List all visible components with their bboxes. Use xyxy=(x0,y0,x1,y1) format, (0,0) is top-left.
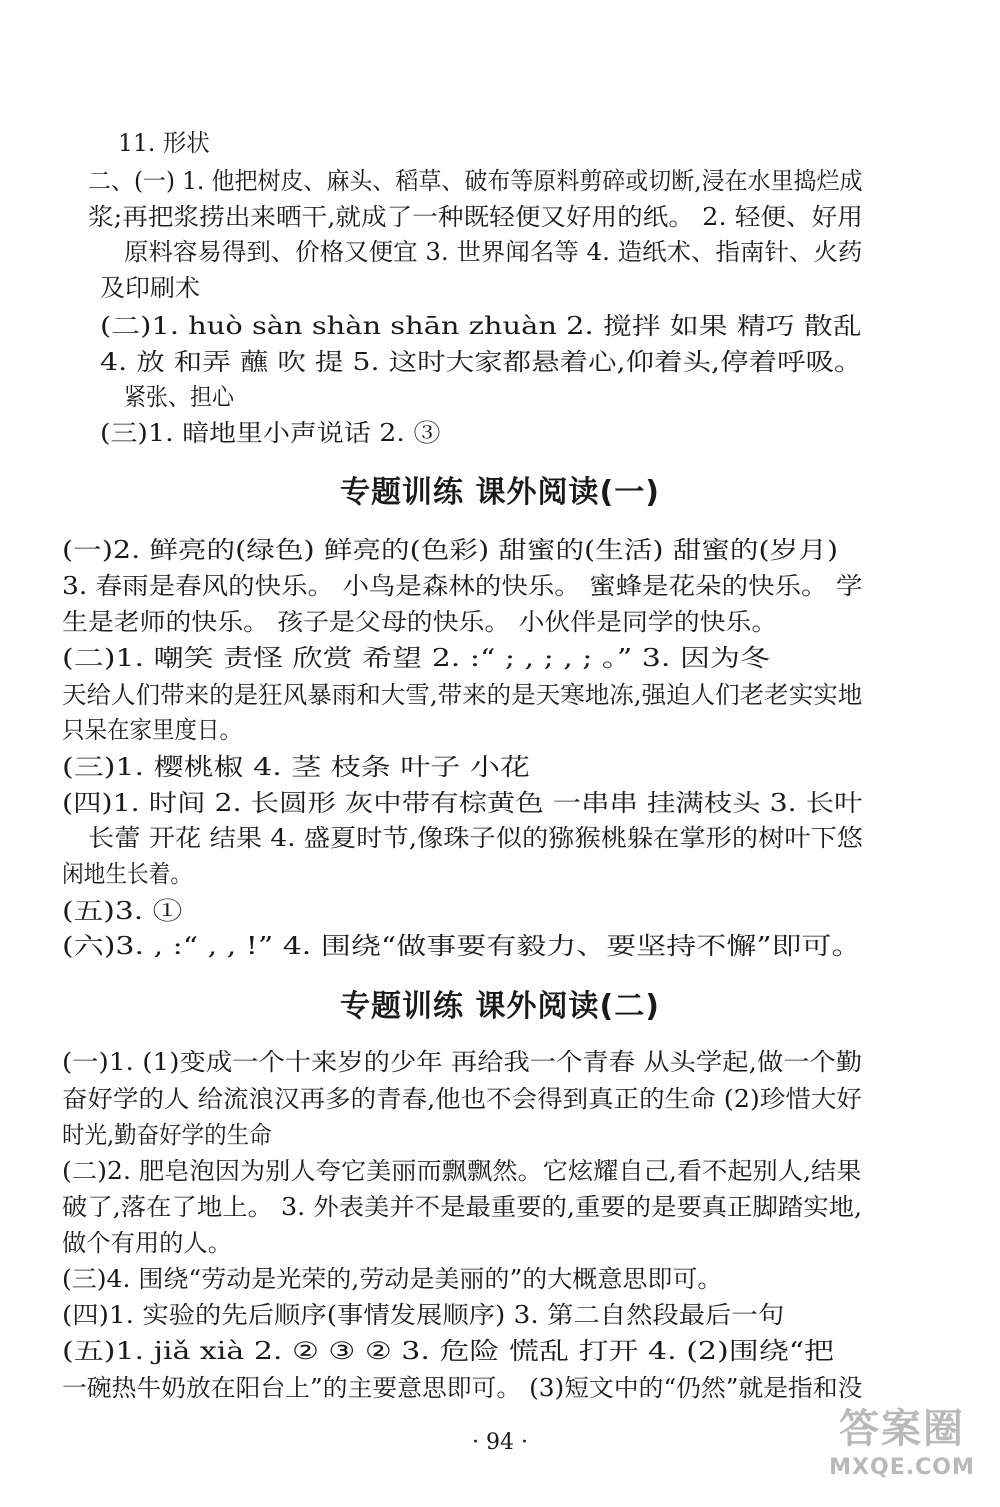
answer-line: 浆;再把浆捞出来晒干,就成了一种既轻便又好用的纸。 2. 轻便、好用 xyxy=(88,203,863,231)
answer-line: (三)1. 樱桃椒 4. 茎 枝条 叶子 小花 xyxy=(62,753,530,781)
answer-line: 破了,落在了地上。 3. 外表美并不是最重要的,重要的是要真正脚踏实地, xyxy=(62,1193,863,1221)
page-number: · 94 · xyxy=(472,1430,528,1455)
watermark xyxy=(822,1403,982,1493)
answer-line: (二)2. 肥皂泡因为别人夸它美丽而飘飘然。它炫耀自己,看不起别人,结果 xyxy=(62,1157,862,1185)
answer-line: 天给人们带来的是狂风暴雨和大雪,带来的是天寒地冻,强迫人们老老实实地 xyxy=(62,681,863,709)
answer-line: 4. 放 和弄 蘸 吹 提 5. 这时大家都悬着心,仰着头,停着呼吸。 xyxy=(100,348,863,376)
answer-line: 只呆在家里度日。 xyxy=(62,716,242,744)
answer-line: 二、(一) 1. 他把树皮、麻头、稻草、破布等原料剪碎或切断,浸在水里捣烂成 xyxy=(88,167,863,195)
answer-line: 及印刷术 xyxy=(100,274,200,302)
section-title: 专题训练 课外阅读(一) xyxy=(340,475,660,510)
answer-line: 11. 形状 xyxy=(118,129,210,157)
answer-line: (二)1. huò sàn shàn shān zhuàn 2. 搅拌 如果 精巧 散乱 xyxy=(100,312,862,340)
answer-line: (三)4. 围绕“劳动是光荣的,劳动是美丽的”的大概意思即可。 xyxy=(62,1265,723,1293)
answer-line: (二)1. 嘲笑 责怪 欣赏 希望 2. :“ ; , ; , ; 。” 3. 因为冬 xyxy=(62,644,770,672)
watermark-logo: 答案圈 xyxy=(839,1406,965,1452)
watermark-url: MXQE.COM xyxy=(829,1455,975,1480)
answer-line: 3. 春雨是春风的快乐。 小鸟是森林的快乐。 蜜蜂是花朵的快乐。 学 xyxy=(62,572,863,600)
answer-line: 原料容易得到、价格又便宜 3. 世界闻名等 4. 造纸术、指南针、火药 xyxy=(124,238,863,266)
section-title: 专题训练 课外阅读(二) xyxy=(340,989,660,1024)
answer-line: 紧张、担心 xyxy=(124,383,234,411)
answer-line: (四)1. 实验的先后顺序(事情发展顺序) 3. 第二自然段最后一句 xyxy=(62,1301,785,1329)
answer-line: 闲地生长着。 xyxy=(62,860,192,888)
answer-line: (一)1. (1)变成一个十来岁的少年 再给我一个青春 从头学起,做一个勤 xyxy=(62,1048,863,1076)
answer-line: (六)3. , :“ , , !” 4. 围绕“做事要有毅力、要坚持不懈”即可。 xyxy=(62,932,862,960)
answer-line: 奋好学的人 给流浪汉再多的青春,他也不会得到真正的生命 (2)珍惜大好 xyxy=(62,1085,862,1113)
answer-line: 生是老师的快乐。 孩子是父母的快乐。 小伙伴是同学的快乐。 xyxy=(62,608,778,636)
answer-line: 长蕾 开花 结果 4. 盛夏时节,像珠子似的猕猴桃躲在掌形的树叶下悠 xyxy=(88,824,864,852)
answer-line: (一)2. 鲜亮的(绿色) 鲜亮的(色彩) 甜蜜的(生活) 甜蜜的(岁月) xyxy=(62,536,839,564)
answer-line: 做个有用的人。 xyxy=(62,1229,232,1257)
answer-line: (五)3. ① xyxy=(62,897,183,925)
answer-line: (四)1. 时间 2. 长圆形 灰中带有棕黄色 一串串 挂满枝头 3. 长叶 xyxy=(62,789,863,817)
answer-line: 一碗热牛奶放在阳台上”的主要意思即可。 (3)短文中的“仍然”就是指和没 xyxy=(62,1374,863,1402)
answer-line: (五)1. jiǎ xià 2. ② ③ ② 3. 危险 慌乱 打开 4. (2)围绕“把 xyxy=(62,1337,835,1365)
answer-line: 时光,勤奋好学的生命 xyxy=(62,1121,272,1149)
answer-line: (三)1. 暗地里小声说话 2. ③ xyxy=(100,419,441,447)
